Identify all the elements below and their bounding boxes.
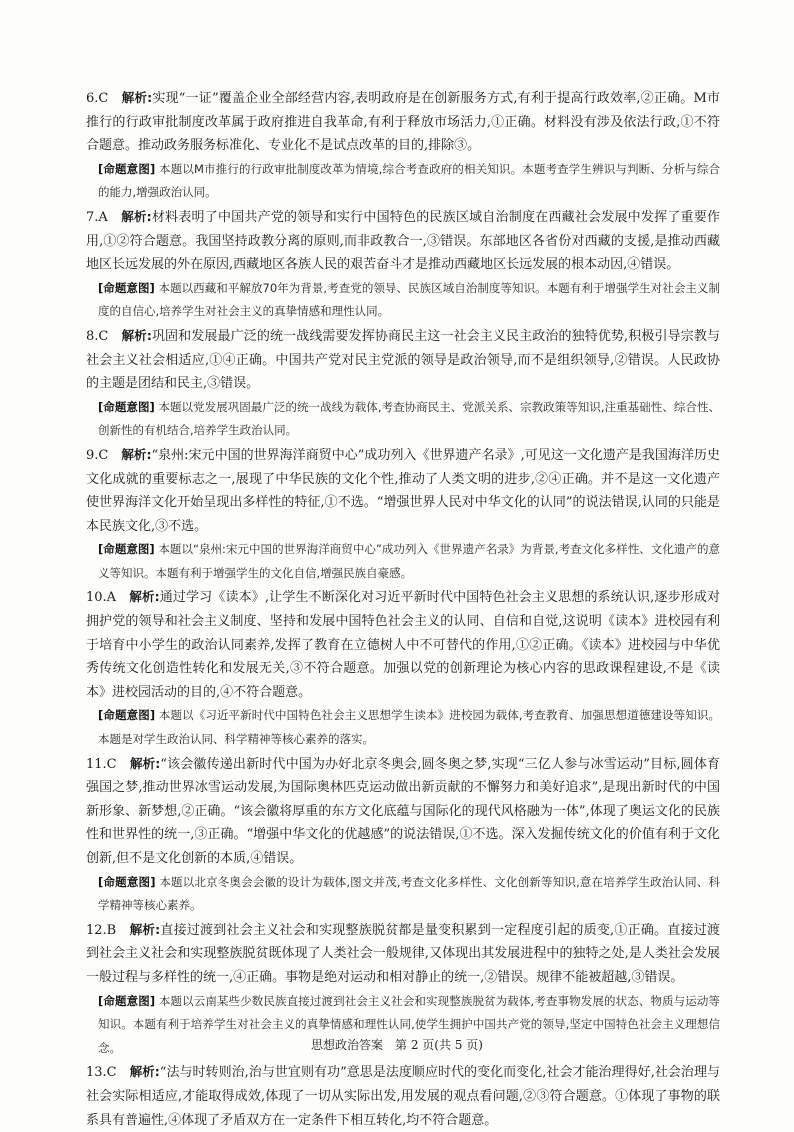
answer-number: 7.A (86, 209, 108, 225)
analysis-label: 解析: (129, 755, 161, 771)
intent-tag: [命题意图] (98, 161, 156, 176)
intent-tag: [命题意图] (98, 708, 156, 723)
analysis-label: 解析: (129, 921, 161, 937)
analysis-text: 巩固和发展最广泛的统一战线需要发挥协商民主这一社会主义民主政治的独特优势,积极引导宗教与社会主义社会相适应,①④正确。中国共产党对民主党派的领导是政治领导,而不是组织领导,②错误。人民政协的主题是团结和民主,③错误。 (86, 328, 720, 392)
answer-item (86, 324, 720, 396)
analysis-text: “泉州:宋元中国的世界海洋商贸中心”成功列入《世界遗产名录》,可见这一文化遗产是我国海洋历史文化成就的重要标志之一,展现了中华民族的文化个性,推动了人类文明的进步,②④正确。并不是这一文化遗产使世界海洋文化开始呈现出多样性的特征,①不选。“增强世界人民对中华文化的认同”的说法错误,认同的只能是本民族文化,③不选。 (86, 447, 721, 534)
analysis-label: 解析: (121, 208, 152, 224)
answer-number: 6.C (86, 91, 109, 106)
analysis-text: 实现“一证”覆盖企业全部经营内容,表明政府是在创新服务方式,有利于提高行政效率,②正确。M市推行的行政审批制度改革属于政府推进自我革命,有利于释放市场活力,①正确。材料没有涉及依法行政,①不符合题意。推动政务服务标准化、专业化不是试点改革的目的,排除③。 (86, 91, 720, 154)
analysis-text: “法与时转则治,治与世宜则有功”意思是法度顺应时代的变化而变化,社会才能治理得好,社会治理与社会实际相适应,才能取得成效,体现了一切从实际出发,用发展的观点看问题,②③符合题意。①体现了事物的联系具有普遍性,④体现了矛盾双方在一定条件下相互转化,均不符合题意。 (86, 1065, 720, 1128)
intent-text: 本题以北京冬奥会会徽的设计为载体,图文并茂,考查文化多样性、文化创新等知识,意在培养学生政治认同、科学精神等核心素养。 (98, 874, 721, 913)
answer-item (86, 86, 720, 158)
intent-note (98, 704, 720, 751)
intent-text: 本题以“泉州:宋元中国的世界海洋商贸中心”成功列入《世界遗产名录》为背景,考查文化多样性、文化遗产的意义等知识。本题有利于增强学生的文化自信,增强民族自豪感。 (98, 542, 721, 580)
answer-page (86, 86, 720, 1132)
answer-number: 13.C (86, 1065, 117, 1081)
intent-note (98, 871, 720, 918)
answer-number: 12.B (86, 922, 117, 938)
intent-note (98, 158, 720, 205)
intent-note (98, 396, 720, 443)
answer-number: 11.C (86, 756, 117, 772)
analysis-text: 通过学习《读本》,让学生不断深化对习近平新时代中国特色社会主义思想的系统认识,逐步形成对拥护党的领导和社会主义制度、坚持和发展中国特色社会主义的认同、自信和自觉,这说明《读本》进校园有利于培育中小学生的政治认同素养,发挥了教育在立德树人中不可替代的作用,①②正确。《读本》进校园与中华优秀传统文化创造性转化和发展无关,③不符合题意。加强以党的创新理论为核心内容的思政课程建设,不是《读本》进校园活动的目的,④不符合题意。 (86, 590, 720, 700)
answer-list (86, 86, 720, 1132)
intent-tag: [命题意图] (98, 542, 155, 557)
intent-note (98, 277, 720, 324)
analysis-label: 解析: (121, 90, 153, 105)
answer-number: 8.C (86, 328, 109, 344)
answer-item (86, 585, 720, 704)
answer-item (86, 205, 720, 277)
intent-text: 本题以M市推行的行政审批制度改革为情境,综合考查政府的相关知识。本题考查学生辨识与判断、分析与综合的能力,增强政治认同。 (98, 161, 721, 200)
intent-note (98, 538, 720, 585)
intent-tag: [命题意图] (98, 280, 155, 295)
analysis-label: 解析: (129, 589, 160, 605)
answer-number: 10.A (86, 590, 117, 606)
intent-tag: [命题意图] (98, 874, 156, 889)
answer-item (86, 1060, 720, 1132)
analysis-label: 解析: (129, 1064, 160, 1080)
intent-text: 本题以党发展巩固最广泛的统一战线为载体,考查协商民主、党派关系、宗教政策等知识,注重基础性、综合性、创新性的有机结合,培养学生政治认同。 (98, 399, 720, 438)
intent-text: 本题以《习近平新时代中国特色社会主义思想学生读本》进校园为载体,考查教育、加强思想道德建设等知识。本题是对学生政治认同、科学精神等核心素养的落实。 (98, 708, 721, 747)
answer-item (86, 443, 720, 538)
analysis-text: “该会徽传递出新时代中国为办好北京冬奥会,圆冬奥之梦,实现“三亿人参与冰雪运动”目标,圆体育强国之梦,推动世界冰雪运动发展,为国际奥林匹克运动做出新贡献的不懈努力和美好追求”,是现出新时代的中国新形象、新梦想,②正确。“该会徽将厚重的东方文化底蕴与国际化的现代风格融为一体”,体现了奥运文化的民族性和世界性的统一,③正确。“增强中华文化的优越感”的说法错误,①不选。深入发掘传统文化的价值有利于文化创新,但不是文化创新的本质,④错误。 (86, 756, 720, 866)
intent-tag: [命题意图] (98, 993, 156, 1008)
analysis-text: 材料表明了中国共产党的领导和实行中国特色的民族区域自治制度在西藏社会发展中发挥了重要作用,①②符合题意。我国坚持政教分离的原则,而非政教合一,③错误。东部地区各省份对西藏的支援,是推动西藏地区长远发展的外在原因,西藏地区各族人民的艰苦奋斗才是推动西藏地区长远发展的根本动因,④错误。 (86, 209, 720, 273)
intent-tag: [命题意图] (98, 399, 155, 414)
page-footer: 思想政治答案 第 2 页(共 5 页) (311, 1038, 483, 1052)
intent-text: 本题以云南某些少数民族直接过渡到社会主义社会和实现整族脱贫为载体,考查事物发展的状态、物质与运动等知识。本题有利于培养学生对社会主义的真挚情感和理性认同,使学生拥护中国共产党的领导,坚定中国特色社会主义理想信念。 (98, 993, 721, 1055)
answer-item (86, 918, 720, 990)
analysis-text: 直接过渡到社会主义社会和实现整族脱贫都是量变积累到一定程度引起的质变,①正确。直接过渡到社会主义社会和实现整族脱贫既体现了人类社会一般规律,又体现出其发展进程中的独特之处,是人类社会发展一般过程与多样性的统一,④正确。事物是绝对运动和相对静止的统一,②错误。规律不能被超越,③错误。 (86, 922, 720, 985)
intent-text: 本题以西藏和平解放70年为背景,考查党的领导、民族区域自治制度等知识。本题有利于增强学生对社会主义制度的自信心,培养学生对社会主义的真挚情感和理性认同。 (98, 280, 720, 319)
analysis-label: 解析: (121, 327, 152, 343)
answer-item (86, 752, 720, 871)
analysis-label: 解析: (121, 446, 152, 462)
answer-number: 9.C (86, 447, 109, 463)
